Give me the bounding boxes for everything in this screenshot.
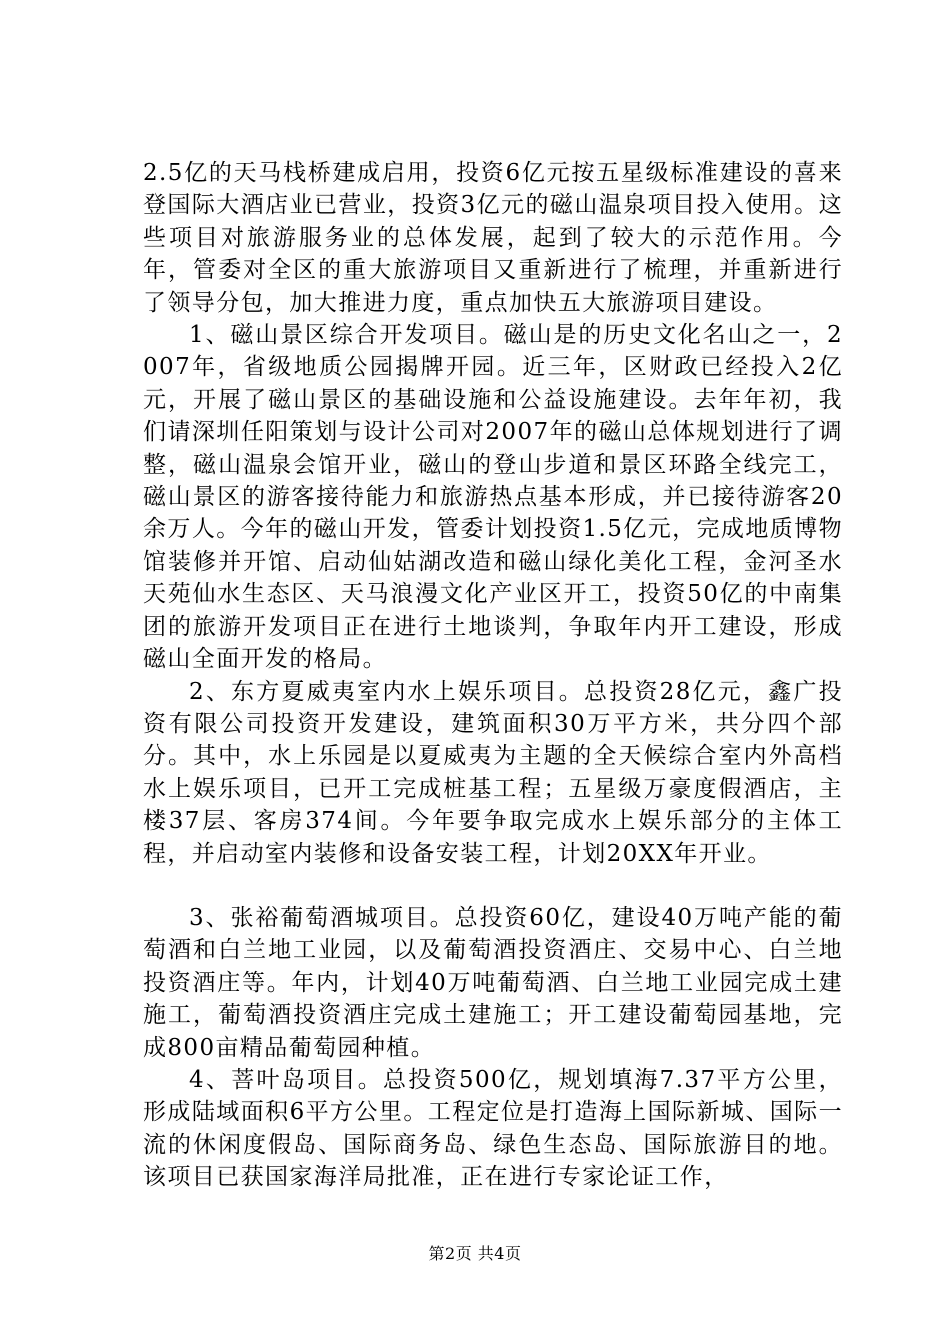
paragraph-intro: 2.5亿的天马栈桥建成启用，投资6亿元按五星级标准建设的喜来登国际大酒店业已营业，投资3亿元的磁山温泉项目投入使用。这些项目对旅游服务业的总体发展，起到了较大的示范作用。今年，管委对全区的重大旅游项目又重新进行了梳理，并重新进行了领导分包，加大推进力度，重点加快五大旅游项目建设。	[143, 160, 843, 316]
paragraph-project-1: 1、磁山景区综合开发项目。磁山是的历史文化名山之一，2007年，省级地质公园揭牌开园。近三年，区财政已经投入2亿元，开展了磁山景区的基础设施和公益设施建设。去年年初，我们请深圳任阳策划与设计公司对2007年的磁山总体规划进行了调整，磁山温泉会馆开业，磁山的登山步道和景区环路全线完工，磁山景区的游客接待能力和旅游热点基本形成，并已接待游客20余万人。今年的磁山开发，管委计划投资1.5亿元，完成地质博物馆装修并开馆、启动仙姑湖改造和磁山绿化美化工程，金河圣水天苑仙水生态区、天马浪漫文化产业区开工，投资50亿的中南集团的旅游开发项目正在进行土地谈判，争取年内开工建设，形成磁山全面开发的格局。	[143, 322, 843, 673]
paragraph-project-4: 4、菩叶岛项目。总投资500亿，规划填海7.37平方公里，形成陆域面积6平方公里。工程定位是打造海上国际新城、国际一流的休闲度假岛、国际商务岛、绿色生态岛、国际旅游目的地。该项目已获国家海洋局批准，正在进行专家论证工作，	[143, 1066, 843, 1191]
paragraph-project-2: 2、东方夏威夷室内水上娱乐项目。总投资28亿元，鑫广投资有限公司投资开发建设，建筑面积30万平方米，共分四个部分。其中，水上乐园是以夏威夷为主题的全天候综合室内外高档水上娱乐项目，已开工完成桩基工程；五星级万豪度假酒店，主楼37层、客房374间。今年要争取完成水上娱乐部分的主体工程，并启动室内装修和设备安装工程，计划20XX年开业。	[143, 678, 843, 867]
page-number-label: 第2页 共4页	[428, 1244, 522, 1263]
page-footer	[0, 1244, 950, 1264]
document-body	[143, 157, 843, 1194]
paragraph-project-3: 3、张裕葡萄酒城项目。总投资60亿，建设40万吨产能的葡萄酒和白兰地工业园，以及葡萄酒投资酒庄、交易中心、白兰地投资酒庄等。年内，计划40万吨葡萄酒、白兰地工业园完成土建施工，葡萄酒投资酒庄完成土建施工；开工建设葡萄园基地，完成800亩精品葡萄园种植。	[143, 904, 843, 1061]
